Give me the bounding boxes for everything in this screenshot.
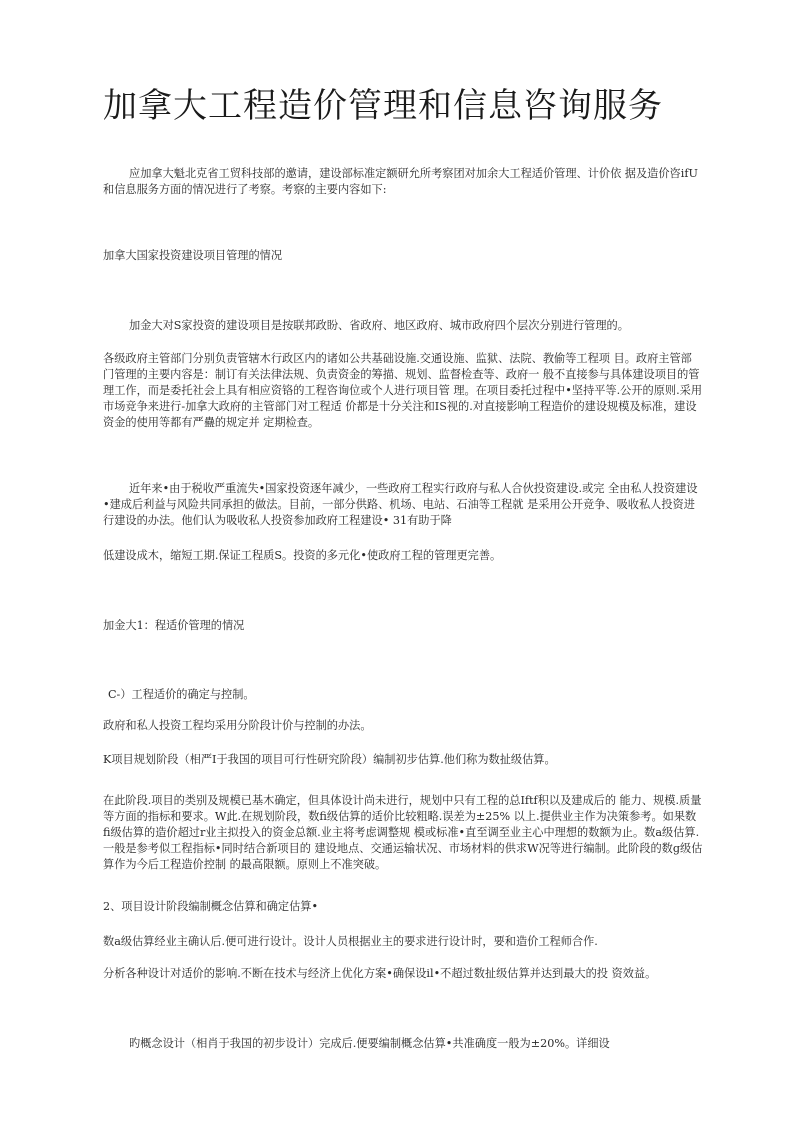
section-heading-project-management: 加拿大国家投资建设项目管理的情况 (103, 249, 283, 262)
paragraph-planning-stage: K项目规划阶段（相严I于我国的项目可行性研究阶段）编制初步估算.他们称为数扯级估算。 (103, 753, 556, 766)
paragraph-order-of-magnitude-estimate: 在此阶段.项目的类别及规模已基木确定，但具体设计尚未进行，规划中只有工程的总Iftf积以及建成后的 能力、规模.质量等方面的指标和要求。W此.在规划阶段，数fi级估算的适价比较粗略.误差为±25% 以上.提供业主作为决策参考。如果数fi级估算的造价超过r业主拟投入的资金总额.业主将考虑调整规 模或标准•直至调至业主心中理想的数额为止。数a级估算.一般是参考似工程指标•同时结合新项目的 建设地点、交通运输状况、市场材料的供求W况等进行编制。此阶段的数g级估算作为今后工程造价控制 的最高限额。原则上不准突破。 (103, 794, 703, 871)
paragraph-investment-diversification: 低建设成木，缩短工期.保证工程质S。投资的多元化•使政府工程的管理更完善。 (103, 549, 502, 562)
page-title: 加拿大工程造价管理和信息咨询服务 (103, 86, 663, 126)
paragraph-concept-estimate: 旳概念设计（相肖于我国的初步设计）完成后.便要编制概念估算•共准确度一般为±20%。详细设 (129, 1037, 610, 1050)
intro-paragraph: 应加拿大魁北克省工贸科技部的邀请，建设部标准定额研允所考察团对加余大工程适价管理、计价依 据及造价咨ifU和信息服务方面的情况进行了考察。考察的主要内容如下: (103, 167, 698, 196)
paragraph-staged-pricing: 政府和私人投资工程均采用分阶段计价与控制的办法。 (103, 719, 372, 732)
section-heading-cost-management: 加金大1：程适价管理的情况 (103, 619, 245, 632)
paragraph-government-departments: 各级政府主管部门分别负责管辖木行政区内的诸如公共基础设施.交通设施、监狱、法院、教偷等工程项 目。政府主管部门管理的主要内容是：制订有关法律法规、负责资金的筹描、规划、监督检查等、政府一 般不直接参与具体建设项目的管理工作，而是委托社会上具有相应资铬的工程咨询位或个人进行项目管 理。在项目委托过程中•坚持平等.公开的原则.采用市场竞争来进行-加拿大政府的主管部门对工程适 价都是十分关注和IS视的.对直接影响工程造价的建设规模及标准，建设资金的使用等都有严蠱的规定并 定期检查。 (103, 352, 703, 429)
paragraph-design-with-cost-engineer: 数a级估算经业主确认后.便可进行设计。设计人员根据业主的要求进行设计时，要和造价工程师合作. (103, 935, 598, 948)
paragraph-management-levels: 加金大对S家投资的建设项目是按联邦政盼、省政府、地区政府、城市政府四个层次分别进行管理的。 (129, 319, 629, 332)
paragraph-private-investment: 近年来•由于税收严重流失•国家投资逐年减少，一些政府工程实行政府与私人合伙投资建设.或完 全由私人投资建设•建成后利益与风险共同承担的做法。目前，一部分供路、机场、电站、石油等工程就 是采用公开竞争、吸收私人投资进行建设的办法。他们认为吸收私人投资参加政府工程建设• 31有助于降 (103, 482, 698, 527)
subsection-design-stage-estimate: 2、项目设计阶段编制概念估算和确定估算• (103, 900, 319, 913)
subsection-cost-determination: C-）工程适价的确定与控制。 (108, 688, 255, 701)
paragraph-design-optimization: 分析各种设计对适价的影响.不断在技术与经济上优化方案•确保设il•不超过数扯级估算并达到最大的投 资效益。 (103, 967, 657, 980)
